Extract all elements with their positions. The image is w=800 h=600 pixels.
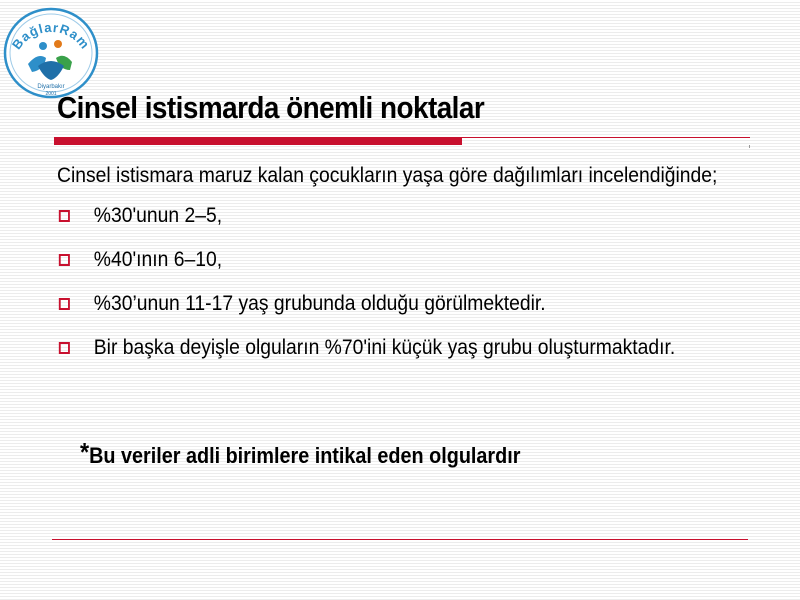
bullet-text: %30'unun 2–5, [93, 204, 223, 227]
baglar-ram-logo [2, 6, 100, 100]
logo-year: 2001 [45, 91, 57, 97]
bullet-item [57, 288, 747, 320]
footnote-text: Bu veriler adli birimlere intikal eden olgulardır [89, 443, 521, 468]
title-divider [54, 136, 750, 146]
slide-title: Cinsel istismarda önemli noktalar [57, 90, 485, 125]
bullet-text: Bir başka deyişle olguların %70'ini küçük yaş grubu oluşturmaktadır. [93, 336, 676, 359]
footer-divider [52, 539, 748, 540]
square-bullet-icon [59, 254, 70, 266]
footnote [80, 437, 520, 469]
square-bullet-icon [59, 342, 70, 354]
logo-caption: Diyarbakır [37, 84, 65, 90]
bullet-text: %40'ının 6–10, [93, 248, 223, 271]
title-divider-tick [749, 145, 750, 148]
intro-paragraph: Cinsel istismara maruz kalan çocukların yaşa göre dağılımları incelendiğinde; [57, 164, 718, 187]
slide-body [57, 160, 747, 376]
title-divider-thick [54, 137, 462, 145]
bullet-item [57, 244, 747, 276]
bullet-item [57, 200, 747, 232]
bullet-item [57, 332, 747, 364]
title-divider-thin [462, 137, 750, 138]
square-bullet-icon [59, 298, 70, 310]
footnote-asterisk: * [80, 437, 90, 467]
logo-arc-text: BağlarRam [8, 19, 93, 53]
square-bullet-icon [59, 210, 70, 222]
bullet-text: %30’unun 11-17 yaş grubunda olduğu görülmektedir. [93, 292, 546, 315]
